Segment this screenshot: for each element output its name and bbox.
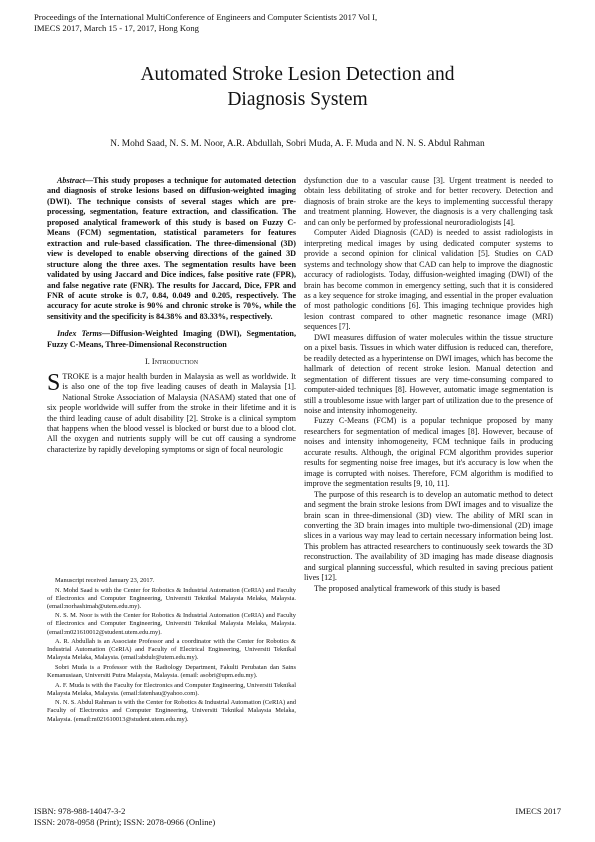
- header-line-1: Proceedings of the International MultiConference of Engineers and Computer Scientists 2017 Vol I,: [34, 12, 378, 22]
- footnote: Sobri Muda is a Professor with the Radiology Department, Fakulti Perubatan dan Sains Kemanusiaan, Universiti Putra Malaysia, Malaysia. (email: asobri@upm.edu.my).: [47, 663, 296, 680]
- title-line-2: Diagnosis System: [227, 89, 368, 110]
- running-header: [34, 12, 554, 34]
- abstract: [47, 176, 296, 322]
- intro-paragraph-1: [47, 369, 296, 456]
- index-terms-text: —Diffusion-Weighted Imaging (DWI), Segmentation, Fuzzy C-Means, Three-Dimensional Reconstruction: [47, 329, 296, 349]
- footnote: N. Mohd Saad is with the Center for Robotics & Industrial Automation (CeRIA) and Faculty of Electronics and Computer Engineering, Universiti Teknikal Malaysia Melaka, Malaysia. (email:norhashimah@utem.edu.my).: [47, 586, 296, 610]
- body-paragraph: Fuzzy C-Means (FCM) is a popular technique proposed by many researchers for segmentation of medical images [8]. However, because of noises and intensity inhomogeneity, FCM technique fails in producing accurate results. Although, the original FCM algorithm provides superior results for segmenting noise free images, but it's accuracy is low when the image is corrupted with noises. Therefore, FCM algorithm is modified to improve the segmentation results [9, 10, 11].: [304, 416, 553, 489]
- abstract-label: Abstract: [57, 176, 85, 185]
- footer-issn: ISSN: 2078-0958 (Print); ISSN: 2078-0966 (Online): [34, 817, 216, 827]
- right-column: [304, 176, 553, 594]
- body-paragraph: dysfunction due to a vascular cause [3]. Urgent treatment is needed to obtain less debilitating of stroke and for better recovery. Detection and diagnosis of brain stroke are the keys to implementing successful therapy and treatment planning. However, the diagnosis is a very challenging task and can only be performed by professional neuroradiologists [4].: [304, 176, 553, 227]
- abstract-text: —This study proposes a technique for automated detection and diagnosis of stroke lesions based on diffusion-weighted imaging (DWI). The technique consists of several stages which are pre-processing, segmentation, feature extraction, and classification. The proposed analytical framework of this study is based on Fuzzy C-Means (FCM) segmentation, statistical parameters for features extraction and rule-based classification. The three-dimensional (3D) view is developed to enable observing directions of the gained 3D structure along the three axes. The segmentation results have been validated by using Jaccard and Dice indices, false positive rate (FPR), and false negative rate (FNR). The results for Jaccard, Dice, FPR and FNR of acute stroke is 0.7, 0.84, 0.049 and 0.205, respectively. The accuracy for acute stroke is 90% and chronic stroke is 70%, while the sensitivity and the specificity is 84.38% and 83.33%, respectively.: [47, 176, 296, 321]
- drop-cap: S: [47, 369, 61, 396]
- footnote: N. N. S. Abdul Rahman is with the Center for Robotics & Industrial Automation (CeRIA) and Faculty of Electronics and Computer Engineering, Universiti Teknikal Malaysia Melaka, Malaysia. (email:m021610013@student.utem.edu.my).: [47, 699, 296, 723]
- footer-conference: IMECS 2017: [515, 806, 561, 816]
- header-line-2: IMECS 2017, March 15 - 17, 2017, Hong Kong: [34, 23, 199, 33]
- title-line-1: Automated Stroke Lesion Detection and: [140, 64, 455, 85]
- footnote: A. F. Muda is with the Faculty for Electronics and Computer Engineering, Universiti Teknikal Malaysia Melaka, Malaysia. (email:fatenhau@yahoo.com).: [47, 681, 296, 697]
- author-list: N. Mohd Saad, N. S. M. Noor, A.R. Abdullah, Sobri Muda, A. F. Muda and N. N. S. Abdul Rahman: [110, 139, 485, 149]
- footnote: N. S. M. Noor is with the Center for Robotics & Industrial Automation (CeRIA) and Faculty of Electronics and Computer Engineering, Universiti Teknikal Malaysia Melaka, Malaysia. (email:m021610012@student.utem.edu.my).: [47, 612, 296, 636]
- footnote: Manuscript received January 23, 2017.: [55, 577, 155, 584]
- footer-isbn: ISBN: 978-988-14047-3-2: [34, 806, 126, 816]
- author-footnotes: [47, 577, 296, 725]
- section-heading-introduction: I. Introduction: [144, 357, 199, 367]
- body-paragraph: DWI measures diffusion of water molecules within the tissue structure on a pixel basis. Tissues in which water diffusion is reduced can, therefore, be readily detected as a hyperintense on DWI images, which has become the hallmark of detection of recent stroke lesion. Manual detection and segmentation of different tissues are very time-consuming compared to computer-aided techniques [8]. However, automatic image segmentation is still a troublesome issue with larger part of utilization due to the presence of noise and intensity inhomogeneity.: [304, 332, 553, 415]
- body-paragraph: The proposed analytical framework of this study is based: [314, 583, 500, 593]
- index-terms: [47, 329, 296, 350]
- footnote: A. R. Abdullah is an Associate Professor and a coordinator with the Center for Robotics & Industrial Automation (CeRIA) and Faculty of Electrical Engineering, Universiti Teknikal Malaysia Melaka, Malaysia. (email:abdulr@utem.edu.my).: [47, 638, 296, 662]
- body-paragraph: Computer Aided Diagnosis (CAD) is needed to assist radiologists in interpreting medical images by using dedicated computer systems to provide a second opinion for clinical validation [5]. Studies on CAD systems and technology show that CAD can help to improve the diagnostic accuracy of radiologists. Today, diffusion-weighted imaging (DWI) of the brain has become common in emergency setting, such that it is considered as a key sequence for stroke imaging, and essential in the proper evaluation of most pathologic conditions [6]. This imaging technique provides high lesion contrast compared to other magnetic resonance image (MRI) sequences [7].: [304, 228, 553, 332]
- left-column: [47, 176, 296, 455]
- body-paragraph: The purpose of this research is to develop an automatic method to detect and segment the brain stroke lesions from DWI images and to visualize the brain scan in three-dimensional (3D) view. The ability of MRI scan in converting the 3D brain images into multiple two-dimensional (2D) image slices in a various way may lead to certain necessary information being lost. This problem has attracted researchers to continuously seek towards the 3D reconstruction. The availability of 3D imaging has made disease diagnosis and surgical planning successful, which resulted in saving precious patient lives [12].: [304, 489, 553, 583]
- index-terms-label: Index Terms: [57, 329, 102, 339]
- intro-paragraph-1-text: TROKE is a major health burden in Malaysia as well as worldwide. It is also one of the top five leading causes of death in Malaysia [1]. National Stroke Association of Malaysia (NASAM) stated that one of six people worldwide will suffer from the stroke in their lifetime and it is the third leading cause of adult disability [2]. Stroke is a clinical symptom that happens when the blood vessel is blocked or burst due to a blood clot. All the oxygen and nutrients supply will be cut off causing a syndrome characterize by rapidly developing symptoms or sign of focal neurologic: [47, 371, 296, 454]
- paper-title: [34, 62, 561, 112]
